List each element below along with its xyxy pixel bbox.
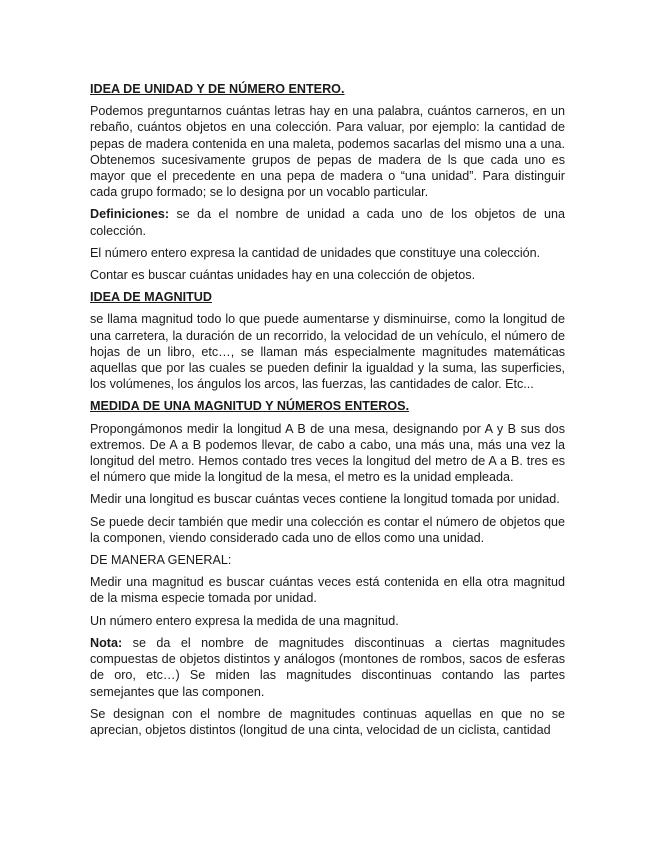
document-page	[90, 68, 565, 744]
paragraph: Un número entero expresa la medida de una magnitud.	[90, 613, 399, 628]
paragraph: Propongámonos medir la longitud A B de una mesa, designando por A y B sus dos extremos. De A a B podemos llevar, de cabo a cabo, una más una, más una vez la longitud del metro. Hemos contado tres veces la longitud del metro de A a B. tres es el número que mide la longitud de la mesa, el metro es la unidad empleada.	[90, 421, 565, 485]
heading-medida: MEDIDA DE UNA MAGNITUD Y NÚMEROS ENTEROS.	[90, 399, 410, 414]
heading-magnitud: IDEA DE MAGNITUD	[90, 290, 212, 305]
paragraph: Medir una longitud es buscar cuántas veces contiene la longitud tomada por unidad.	[90, 492, 560, 507]
paragraph-definiciones	[90, 206, 565, 238]
paragraph: DE MANERA GENERAL:	[90, 553, 232, 568]
paragraph: se llama magnitud todo lo que puede aumentarse y disminuirse, como la longitud de una carretera, la duración de un recorrido, la velocidad de un vehículo, el número de hojas de un libro, etc…, se llaman más especialmente magnitudes matemáticas aquellas que por las cuales se pueden definir la igualdad y la suma, las superficies, los volúmenes, los ángulos los arcos, las fuerzas, las cantidades de calor. Etc...	[90, 312, 565, 392]
paragraph: Se puede decir también que medir una colección es contar el número de objetos que la componen, viendo considerado cada uno de ellos como una unidad.	[90, 514, 565, 545]
paragraph-text: se da el nombre de unidad a cada uno de los objetos de una colección.	[90, 207, 565, 238]
paragraph: Se designan con el nombre de magnitudes continuas aquellas en que no se aprecian, objetos distintos (longitud de una cinta, velocidad de un ciclista, cantidad	[90, 706, 565, 737]
paragraph: Podemos preguntarnos cuántas letras hay en una palabra, cuántos carneros, en un rebaño, cuántos objetos en una colección. Para valuar, por ejemplo: la cantidad de pepas de madera contenida en una maleta, podemos sacarlas del mismo una a una. Obtenemos sucesivamente grupos de pepas de madera de ls que cada uno es mayor que el precedente en una pepa de madera o “una unidad”. Para distinguir cada grupo formado; se lo designa por un vocablo particular.	[90, 104, 565, 200]
lead-label: Definiciones:	[90, 207, 170, 222]
paragraph-nota	[90, 635, 565, 700]
paragraph: Medir una magnitud es buscar cuántas veces está contenida en ella otra magnitud de la misma especie tomada por unidad.	[90, 575, 565, 606]
heading-unidad: IDEA DE UNIDAD Y DE NÚMERO ENTERO.	[90, 82, 345, 96]
lead-label: Nota:	[90, 635, 123, 650]
paragraph: El número entero expresa la cantidad de unidades que constituye una colección.	[90, 245, 541, 260]
paragraph: Contar es buscar cuántas unidades hay en una colección de objetos.	[90, 268, 476, 283]
paragraph-text: se da el nombre de magnitudes discontinuas a ciertas magnitudes compuestas de objetos distintos y análogos (montones de rombos, sacos de esferas de oro, etc…) Se miden las magnitudes discontinuas contando las partes semejantes que las componen.	[90, 635, 565, 699]
